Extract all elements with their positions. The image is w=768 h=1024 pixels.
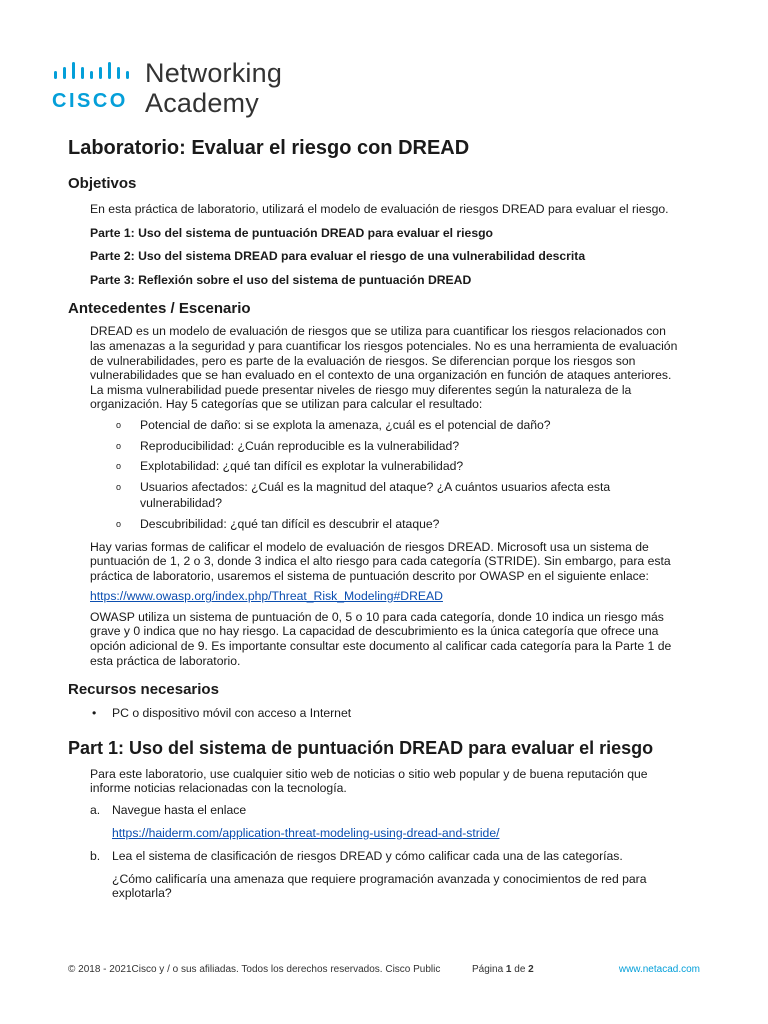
step-a-text: Navegue hasta el enlace [112,803,247,818]
step-a-marker: a. [90,803,101,818]
list-item-text: Potencial de daño: si se explota la amenaza, ¿cuál es el potencial de daño? [140,417,551,432]
text-line: práctica de laboratorio, usaremos el sistema de puntuación descrito por OWASP en el siguiente enlace: [90,568,649,583]
text-line: DREAD es un modelo de evaluación de riesgos que se utiliza para cuantificar los riesgos relacionados con [90,324,666,339]
footer-page-prefix: Página [472,964,506,975]
text-line: esta práctica de laboratorio. [90,653,241,668]
list-item [68,439,700,454]
page-footer [68,964,700,978]
text-line: grave y 0 indica que no hay riesgo. La capacidad de descubrimiento es la única categoría que ofrece una [90,624,659,639]
bullet-dot-icon: • [92,706,97,721]
step-a-link-line [112,826,700,841]
text-line: Hay varias formas de calificar el modelo de evaluación de riesgos DREAD. Microsoft usa un sistema de [90,539,649,554]
haiderm-link[interactable]: https://haiderm.com/application-threat-modeling-using-dread-and-stride/ [112,825,500,840]
circle-bullet-icon: o [116,440,122,451]
list-item-text-continued: vulnerabilidad? [140,496,222,511]
text-line: ¿Cómo calificaría una amenaza que requiere programación avanzada y conocimientos de red para [112,871,647,886]
document-body [68,132,700,901]
cisco-bars-icon [52,62,136,84]
footer-page-total: 2 [528,964,534,975]
step-b-marker: b. [90,849,101,864]
step-b [68,849,700,864]
footer-site-link[interactable]: www.netacad.com [618,964,700,975]
objectives-heading: Objetivos [68,175,137,192]
page-title: Laboratorio: Evaluar el riesgo con DREAD [68,137,470,159]
cisco-wordmark: CISCO [52,90,128,112]
text-line: las amenazas a la seguridad y para cuantificar los riesgos potenciales. No es una herramienta de evaluación [90,338,678,353]
list-item-text: Usuarios afectados: ¿Cuál es la magnitud del ataque? ¿A cuántos usuarios afecta esta [140,479,611,494]
part1-intro [68,767,700,796]
text-line: OWASP utiliza un sistema de puntuación de 0, 5 o 10 para cada categoría, donde 10 indica un riesgo más [90,609,664,624]
circle-bullet-icon: o [116,481,122,492]
footer-page-current: 1 [505,964,512,975]
background-paragraph-3 [68,610,700,668]
logo-line-academy: Academy [145,88,259,118]
step-b-question [68,872,700,901]
list-item-text: Reproducibilidad: ¿Cuán reproducible es la vulnerabilidad? [140,438,460,453]
text-line: organización. Hay 5 categorías que se utilizan para calcular el resultado: [90,397,483,412]
text-line: Para este laboratorio, use cualquier sitio web de noticias o sitio web popular y de buena reputación que [90,766,648,781]
list-item-text: Descubribilidad: ¿qué tan difícil es descubrir el ataque? [140,516,440,531]
text-line: opción adicional de 9. Es importante consultar este documento al calificar cada categoría para la Parte 1 de [90,639,672,654]
circle-bullet-icon: o [116,419,122,430]
resource-item [68,706,700,721]
footer-copyright: © 2018 - 2021Cisco y / o sus afiliadas. Todos los derechos reservados. Cisco Public [68,964,441,975]
text-line: de vulnerabilidades, pero es parte de la evaluación de riesgos. Se diferencian porque los riesgos son [90,353,636,368]
text-line: La misma vulnerabilidad puede presentar niveles de riesgo muy diferentes según la naturaleza de la [90,382,632,397]
text-line: vulnerabilidades que se han evaluado en el contexto de una organización en función de ataques anteriores. [90,368,672,383]
objective-part-1: Parte 1: Uso del sistema de puntuación DREAD para evaluar el riesgo [90,225,493,240]
footer-page-number [472,964,534,975]
list-item [68,480,700,511]
dread-category-list [68,418,700,532]
list-item-text: Explotabilidad: ¿qué tan difícil es explotar la vulnerabilidad? [140,459,464,474]
list-item [68,418,700,433]
objective-part-2: Parte 2: Uso del sistema DREAD para evaluar el riesgo de una vulnerabilidad descrita [90,249,586,264]
cisco-networking-academy-logo [52,58,302,118]
owasp-link-line [68,589,700,604]
step-a [68,803,700,818]
list-item [68,459,700,474]
owasp-link[interactable]: https://www.owasp.org/index.php/Threat_Risk_Modeling#DREAD [90,589,443,604]
step-b-text: Lea el sistema de clasificación de riesgos DREAD y cómo calificar cada una de las categorías. [112,849,623,864]
text-line: informe noticias relacionadas con la tecnología. [90,781,347,796]
circle-bullet-icon: o [116,461,122,472]
background-heading: Antecedentes / Escenario [68,300,251,318]
objectives-intro: En esta práctica de laboratorio, utilizará el modelo de evaluación de riesgos DREAD para evaluar el riesgo. [90,202,669,216]
list-item [68,517,700,532]
circle-bullet-icon: o [116,518,122,529]
logo-line-networking: Networking [145,58,283,88]
academy-wordmark [145,58,305,118]
background-paragraph-1 [68,324,700,412]
text-line: puntuación de 1, 2 o 3, donde 3 indica el alto riesgo para cada categoría (STRIDE). Sin embargo, para esta [90,554,671,569]
text-line: explotarla? [112,886,172,901]
resource-item-text: PC o dispositivo móvil con acceso a Internet [112,706,352,721]
background-paragraph-2 [68,540,700,584]
footer-page-mid: de [511,964,529,975]
part1-heading: Part 1: Uso del sistema de puntuación DREAD para evaluar el riesgo [68,737,654,758]
resources-heading: Recursos necesarios [68,681,219,699]
objective-part-3: Parte 3: Reflexión sobre el uso del sistema de puntuación DREAD [90,272,472,287]
